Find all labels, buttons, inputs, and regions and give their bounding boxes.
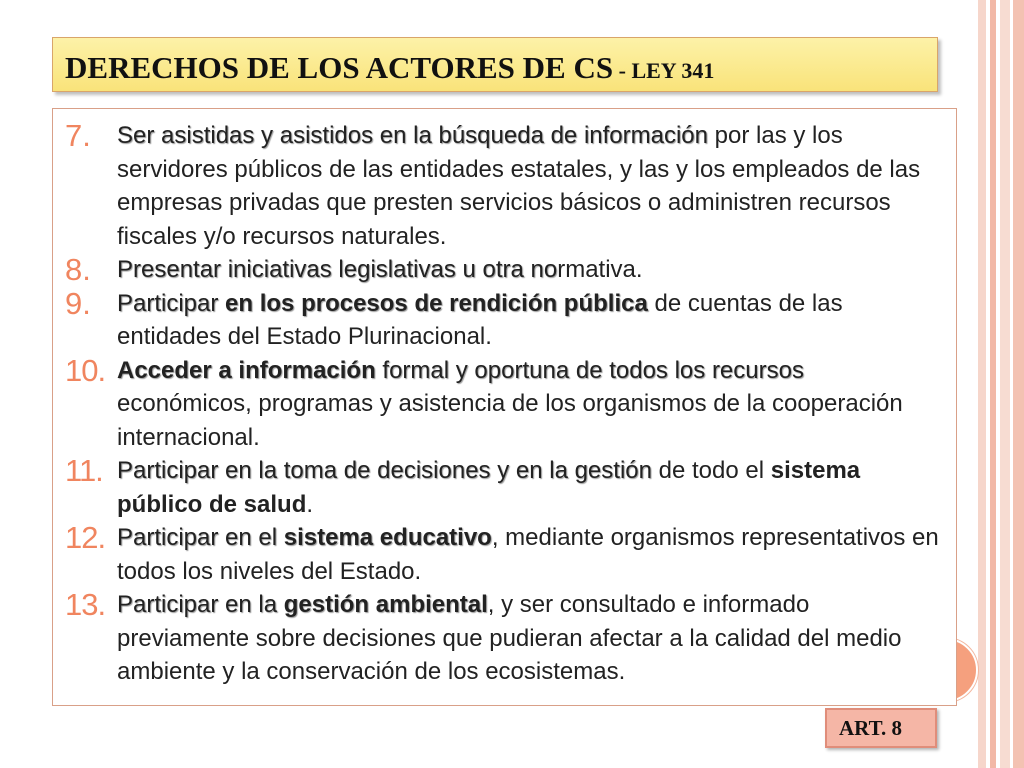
item-highlight: Participar	[117, 289, 226, 317]
item-text: rmativa.	[557, 256, 643, 283]
item-highlight: Presentar iniciativas legislativas u otra no	[117, 256, 558, 283]
item-bold: gestión ambiental	[283, 591, 488, 618]
title-main: DERECHOS DE LOS ACTORES DE CS	[65, 50, 614, 85]
item-number: 12.	[65, 520, 106, 555]
item-number: 10.	[65, 352, 106, 388]
item-text: , y ser consultado e informado previamente sobre decisiones que pudieran afectar a la calidad del medio ambiente y la conservación de los ecosistemas.	[117, 591, 902, 685]
list-item-12	[65, 521, 945, 588]
item-highlight: Participar en el	[117, 524, 284, 551]
content-panel	[52, 108, 957, 706]
list-item-13	[65, 588, 945, 689]
item-text: de cuentas de las entidades del Estado Plurinacional.	[117, 289, 843, 350]
item-text: económicos, programas y asistencia de los organismos de la cooperación internacional.	[117, 390, 903, 451]
list-item-11	[65, 454, 945, 521]
item-highlight: formal y oportuna de todos los recursos	[375, 356, 804, 384]
article-label: ART. 8	[839, 716, 903, 740]
rights-list	[65, 119, 945, 689]
item-text: , mediante organismos representativos en todos los niveles del Estado.	[117, 524, 939, 585]
item-text: por las y los servidores públicos de las entidades estatales, y las y los empleados de las empresas privadas que presten servicios básicos o administren recursos fiscales y/o recursos naturales.	[117, 122, 921, 250]
item-number: 11.	[65, 453, 103, 488]
item-bold: Acceder a información	[117, 356, 376, 384]
list-item-9	[65, 287, 945, 354]
list-item-8	[65, 253, 945, 287]
item-highlight: Participar en la toma de decisiones y en la gestión	[117, 457, 652, 484]
decorative-stripe	[990, 0, 996, 768]
title-sub: - LEY 341	[613, 58, 715, 83]
title-banner	[52, 37, 938, 92]
item-text-end: .	[306, 490, 314, 518]
decorative-stripe	[1013, 0, 1024, 768]
list-item-10	[65, 354, 945, 455]
item-highlight: Ser asistidas y asistidos en la búsqueda de información	[117, 122, 708, 149]
item-number: 13.	[65, 587, 106, 622]
slide-title	[65, 50, 714, 86]
item-bold: en los procesos de rendición pública	[225, 289, 648, 317]
item-highlight: Participar en la	[117, 591, 284, 618]
item-number: 7.	[65, 118, 91, 153]
item-number: 9.	[65, 285, 91, 321]
decorative-stripe	[978, 0, 986, 768]
decorative-stripe	[1000, 0, 1010, 768]
item-number: 8.	[65, 252, 91, 287]
article-badge	[825, 708, 937, 748]
item-bold: sistema educativo	[283, 524, 492, 551]
item-bold: sistema público de salud	[117, 457, 861, 518]
item-text: de todo el	[651, 457, 771, 484]
list-item-7	[65, 119, 945, 253]
